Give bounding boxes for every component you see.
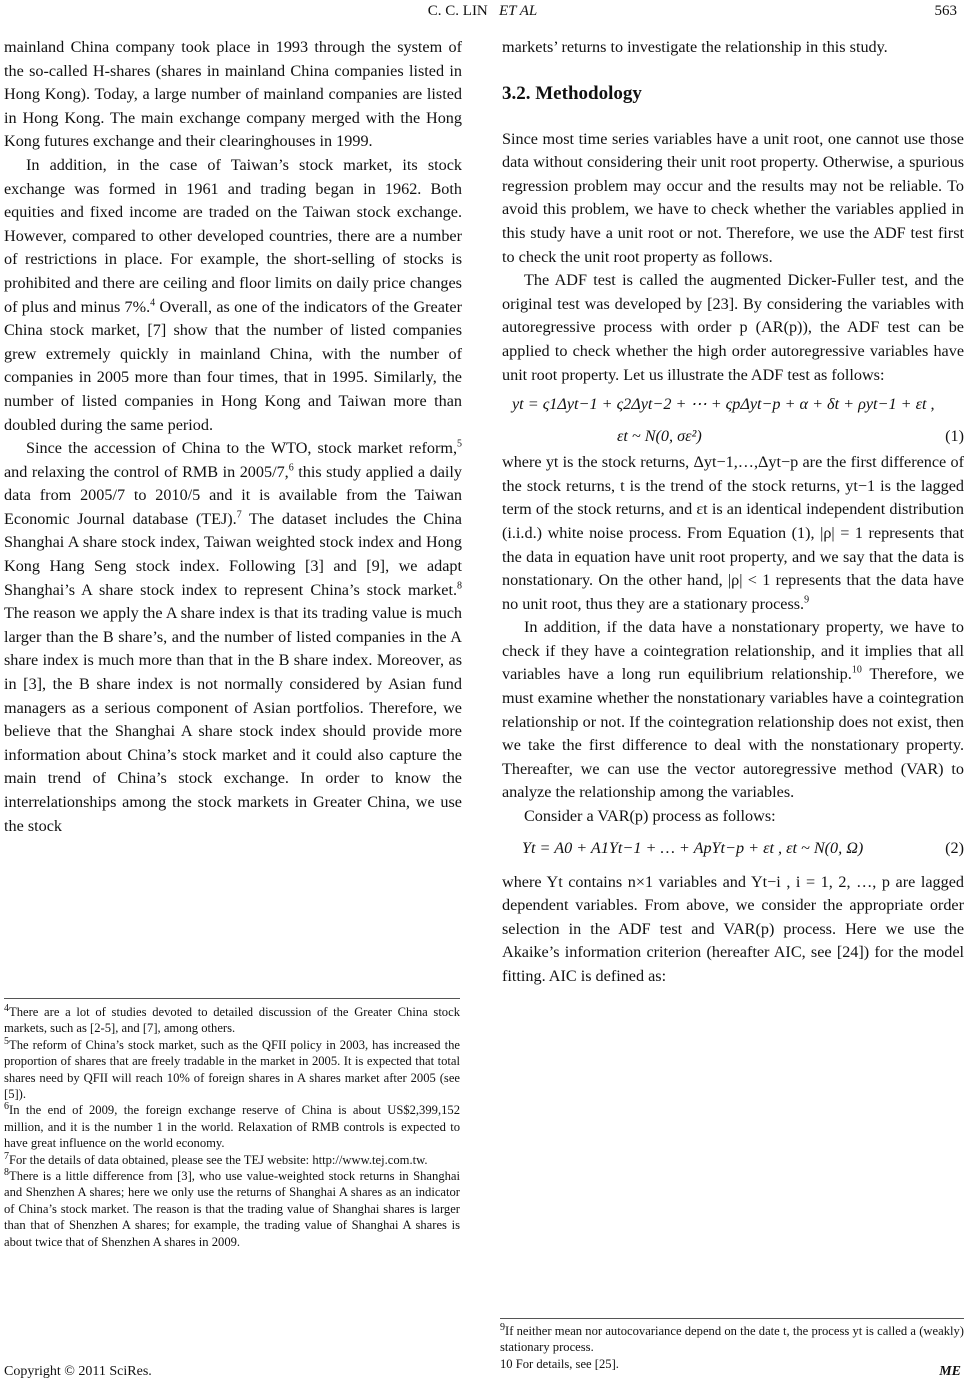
footnote-text: The reform of China’s stock market, such as the QFII policy in 2003, has increased the proportion of shares that are freely tradable in the market in 2005. It is expected that total shares need by QFII will reach 10% of foreign shares in A shares market after 2005 (see [5]). xyxy=(4,1037,460,1102)
paragraph-methodology-4-text-b: Therefore, we must examine whether the nonstationary variables have a cointegration relationship or not. If the cointegration relationship does not exist, then we take the first difference to deal with the nonstationary property. Thereafter, we can use the vector autoregressive method (VAR) to analyze the relationship among the variables. xyxy=(502,665,965,802)
paragraph-3-text-b: and relaxing the control of RMB in 2005/7, xyxy=(4,462,289,481)
footnote-5 xyxy=(4,1037,460,1103)
right-column xyxy=(502,36,964,989)
paragraph-3-text-e: The reason we apply the A share index is that its trading value is much larger than the B share’s, and the number of listed companies in the A share index is much more than that in the B share index. Moreover, as in [3], the B share index is not normally considered by Asian fund managers as a serious component of Asian portfolios. Therefore, we believe that the Shanghai A share stock index should provide more information about China’s stock market and it could also capture the main trend of China’s stock exchange. In order to know the interrelationships among the stock markets in Greater China, we use the stock xyxy=(4,604,462,835)
footnote-text: There are a lot of studies devoted to detailed discussion of the Greater China stock markets, such as [2-5], and [7], among others. xyxy=(4,1005,460,1036)
running-head xyxy=(0,3,965,20)
footnote-number: 8 xyxy=(4,1166,9,1178)
author-name: C. C. LIN xyxy=(427,3,488,19)
footnote-text: If neither mean nor autocovariance depend on the date t, the process yt is called a (weakly) stationary process. xyxy=(500,1324,964,1355)
equation-2-number: (2) xyxy=(945,838,964,857)
footnote-text: In the end of 2009, the foreign exchange reserve of China is about US$2,399,152 million, and it is the number 1 in the world. Relaxation of RMB controls is expected to have great influence on the world economy. xyxy=(4,1103,460,1151)
copyright-notice: Copyright © 2011 SciRes. xyxy=(4,1364,152,1379)
footnote-6 xyxy=(4,1102,460,1151)
footnote-4 xyxy=(4,1004,460,1037)
paragraph-1: mainland China company took place in 1993 through the system of the so-called H-shares (shares in mainland China companies listed in Hong Kong). Today, a large number of mainland companies are listed in Hong Kong. The main exchange company merged with the Hong Kong futures exchange and their clearinghouses in 1999. xyxy=(4,38,462,151)
paragraph-methodology-4-text-a: In addition, if the data have a nonstationary property, we have to check if they have a cointegration relationship, and it implies that all variables have a long run equilibrium relationship. xyxy=(502,618,964,684)
footnote-text: For details, see [25]. xyxy=(512,1356,619,1371)
footnote-ref-9: 9 xyxy=(804,594,810,606)
paragraph-methodology-6: where Yt contains n×1 variables and Yt−i , i = 1, 2, …, p are lagged dependent variables. From above, we consider the appropriate order selection in the ADF test and VAR(p) process. Here we use the Akaike’s information criterion (hereafter AIC, see [24]) for the model fitting. AIC is defined as: xyxy=(502,872,964,985)
paragraph-3-text-d: The dataset includes the China Shanghai A share stock index, Taiwan weighted stock index and Hong Kong Hang Seng stock index. Following [3] and [9], we adapt Shanghai’s A share stock index to represent China’s stock market. xyxy=(4,509,462,599)
paragraph-0: markets’ returns to investigate the relationship in this study. xyxy=(502,38,888,56)
page-footer xyxy=(4,1364,961,1380)
paragraph-3-text-a: Since the accession of China to the WTO, stock market reform, xyxy=(26,439,457,458)
paragraph-methodology-1: Since most time series variables have a unit root, one cannot use those data without considering their unit root property. Otherwise, a spurious regression problem may occur and the results may not be reliable. To avoid this problem, we have to check whether the variables applied in this study have a unit root or not. Therefore, we use the ADF test first to check the unit root property as follows. xyxy=(502,129,964,266)
paragraph-2 xyxy=(4,154,462,437)
equation-2 xyxy=(502,837,964,863)
footnote-text: For the details of data obtained, please see the TEJ website: http://www.tej.com.tw. xyxy=(9,1152,428,1167)
footnote-divider-left xyxy=(4,998,460,999)
page-header xyxy=(0,0,965,22)
paragraph-3 xyxy=(4,437,462,838)
footnote-divider-right xyxy=(500,1318,964,1319)
paragraph-2-text-b: Overall, as one of the indicators of the Greater China stock market, [7] show that the number of listed companies grew extremely quickly in mainland China, with the number of companies in 2005 more than four times, that in 1995. Similarly, the number of listed companies in Hong Kong and Taiwan more than doubled during the same period. xyxy=(4,297,463,434)
equation-1-line-2 xyxy=(502,425,964,451)
equation-1-body: yt = ς1Δyt−1 + ς2Δyt−2 + ⋯ + ςpΔyt−p + α + δt + ρyt−1 + εt , xyxy=(512,395,935,414)
footnote-number: 6 xyxy=(4,1101,9,1113)
footnote-text: There is a little difference from [3], who use value-weighted stock returns in Shanghai and Shenzhen A shares; here we only use the returns of Shanghai A shares as an indicator of China’s stock market. The reason is that the trading value of Shanghai shares is larger than that of Shenzhen A shares; for example, the trading value of Shanghai A shares is about twice that of Shenzhen A shares in 2009. xyxy=(4,1169,460,1249)
paragraph-methodology-3 xyxy=(502,451,964,616)
paragraph-methodology-3-text: where yt is the stock returns, Δyt−1,…,Δyt−p are the first difference of the stock returns, t is the trend of the stock returns, yt−1 is the lagged term of the stock returns, and εt is an identical independent distribution (i.i.d.) white noise process. From Equation (1), |ρ| = 1 represents that the data in equation have unit root property, and we say that the data is nonstationary. On the other hand, |ρ| < 1 represents that the data have no unit root, thus they are a stationary process. xyxy=(502,453,964,613)
footnote-7 xyxy=(4,1152,460,1168)
footnote-ref-7: 7 xyxy=(236,509,242,521)
equation-2-body: Yt = A0 + A1Yt−1 + … + ApYt−p + εt , εt ~ N(0, Ω) xyxy=(522,838,864,857)
footnote-ref-5: 5 xyxy=(457,438,462,450)
footnote-number: 10 xyxy=(500,1356,513,1371)
footnote-number: 4 xyxy=(4,1002,9,1014)
paragraph-methodology-4 xyxy=(502,616,964,805)
footnote-number: 5 xyxy=(4,1035,9,1047)
footnote-ref-4: 4 xyxy=(150,297,156,309)
footnote-number: 7 xyxy=(4,1150,9,1162)
journal-abbrev: ME xyxy=(939,1364,961,1379)
footnote-ref-6: 6 xyxy=(288,462,294,474)
footnote-8 xyxy=(4,1168,460,1250)
footnotes-left xyxy=(4,1004,460,1250)
equation-1-line-1 xyxy=(502,393,964,419)
paragraph-methodology-2: The ADF test is called the augmented Dicker-Fuller test, and the original test was developed by [23]. By considering the variables with autoregressive process with order p (AR(p)), the ADF test can be applied to check whether the high order autoregressive variables have unit root property. Let us illustrate the ADF test as follows: xyxy=(502,271,964,384)
paragraph-2-text-a: In addition, in the case of Taiwan’s stock market, its stock exchange was formed in 1961 and trading began in 1962. Both equities and fixed income are traded on the Taiwan stock exchange. However, compared to other developed countries, there are a number of restrictions in place. For example, the short-selling of stocks is prohibited and there are ceiling and floor limits on daily price changes of plus and minus 7%. xyxy=(4,155,462,316)
footnote-number: 9 xyxy=(500,1321,505,1333)
page-number: 563 xyxy=(934,3,957,19)
footnote-ref-10: 10 xyxy=(851,665,862,677)
section-heading: 3.2. Methodology xyxy=(502,82,642,104)
et-al: ET AL xyxy=(499,3,538,19)
paragraph-methodology-5: Consider a VAR(p) process as follows: xyxy=(524,807,776,826)
footnote-9 xyxy=(500,1323,964,1356)
equation-1-distribution: εt ~ N(0, σε²) xyxy=(617,427,702,446)
footnote-ref-8: 8 xyxy=(457,580,462,592)
equation-1-number: (1) xyxy=(945,427,964,446)
paragraph-3-text-c: this study applied a daily data from 2005/7 to 2010/5 and it is available from the Taiwan Economic Journal database (TEJ). xyxy=(4,462,462,528)
left-column xyxy=(4,36,462,838)
